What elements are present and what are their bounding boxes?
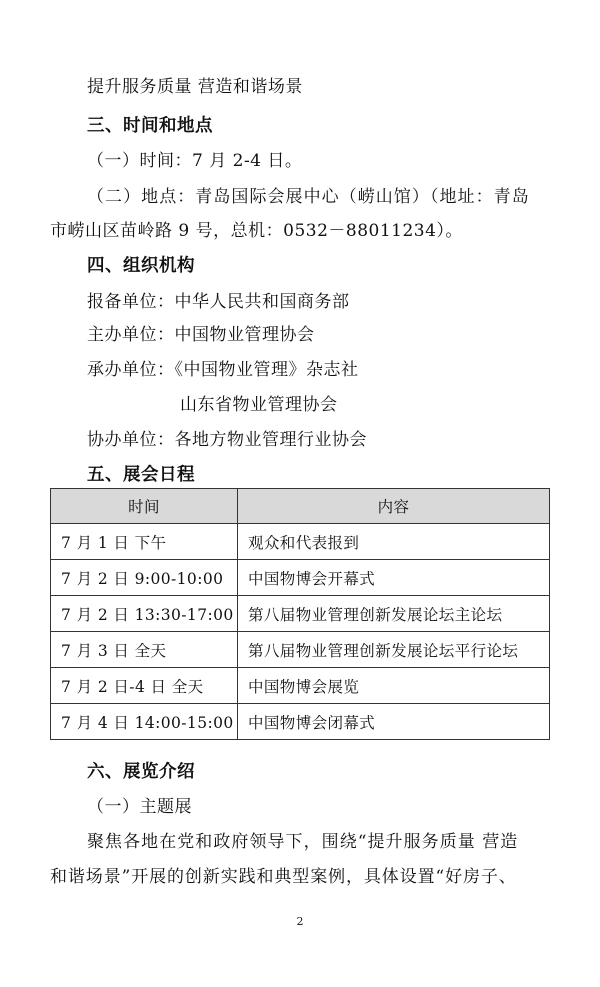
subheading-theme: （一）主题展 (87, 797, 192, 817)
page-number: 2 (296, 915, 304, 928)
text-line-1: 提升服务质量 营造和谐场景 (87, 77, 303, 97)
table-cell-time: 7 月 2 日-4 日 全天 (51, 668, 238, 704)
table-row (51, 524, 550, 560)
text-org-host: 主办单位：中国物业管理协会 (87, 325, 315, 345)
table-header-row (51, 489, 550, 524)
text-place-1: （二）地点：青岛国际会展中心（崂山馆）（地址：青岛 (87, 187, 530, 207)
table-cell-content: 第八届物业管理创新发展论坛主论坛 (238, 596, 550, 632)
table-row (51, 704, 550, 740)
text-org-organizer: 承办单位：《中国物业管理》杂志社 (87, 360, 359, 380)
table-header-time: 时间 (51, 489, 238, 524)
text-org-filing: 报备单位：中华人民共和国商务部 (87, 292, 350, 312)
table-cell-time: 7 月 4 日 14:00-15:00 (51, 704, 238, 740)
heading-time-place: 三、时间和地点 (87, 116, 213, 136)
heading-schedule: 五、展会日程 (87, 465, 195, 485)
table-cell-content: 中国物博会闭幕式 (238, 704, 550, 740)
table-cell-time: 7 月 2 日 9:00-10:00 (51, 560, 238, 596)
table-cell-time: 7 月 2 日 13:30-17:00 (51, 596, 238, 632)
table-cell-time: 7 月 3 日 全天 (51, 632, 238, 668)
table-header-content: 内容 (238, 489, 550, 524)
heading-exhibition: 六、展览介绍 (87, 762, 195, 782)
text-paragraph-1: 聚焦各地在党和政府领导下，围绕“提升服务质量 营造 (87, 832, 519, 852)
schedule-table (50, 488, 550, 740)
table-cell-content: 第八届物业管理创新发展论坛平行论坛 (238, 632, 550, 668)
text-org-organizer-2: 山东省物业管理协会 (180, 395, 338, 415)
table-row (51, 632, 550, 668)
table-cell-content: 中国物博会开幕式 (238, 560, 550, 596)
text-org-co-organizer: 协办单位：各地方物业管理行业协会 (87, 430, 367, 450)
text-time: （一）时间：7 月 2-4 日。 (87, 151, 303, 171)
table-cell-content: 观众和代表报到 (238, 524, 550, 560)
table-row (51, 596, 550, 632)
table-row (51, 560, 550, 596)
table-cell-time: 7 月 1 日 下午 (51, 524, 238, 560)
table-row (51, 668, 550, 704)
heading-organization: 四、组织机构 (87, 256, 195, 276)
table-cell-content: 中国物博会展览 (238, 668, 550, 704)
text-place-2: 市崂山区苗岭路 9 号，总机：0532－88011234）。 (50, 221, 463, 241)
text-paragraph-2: 和谐场景”开展的创新实践和典型案例，具体设置“好房子、 (50, 867, 517, 887)
